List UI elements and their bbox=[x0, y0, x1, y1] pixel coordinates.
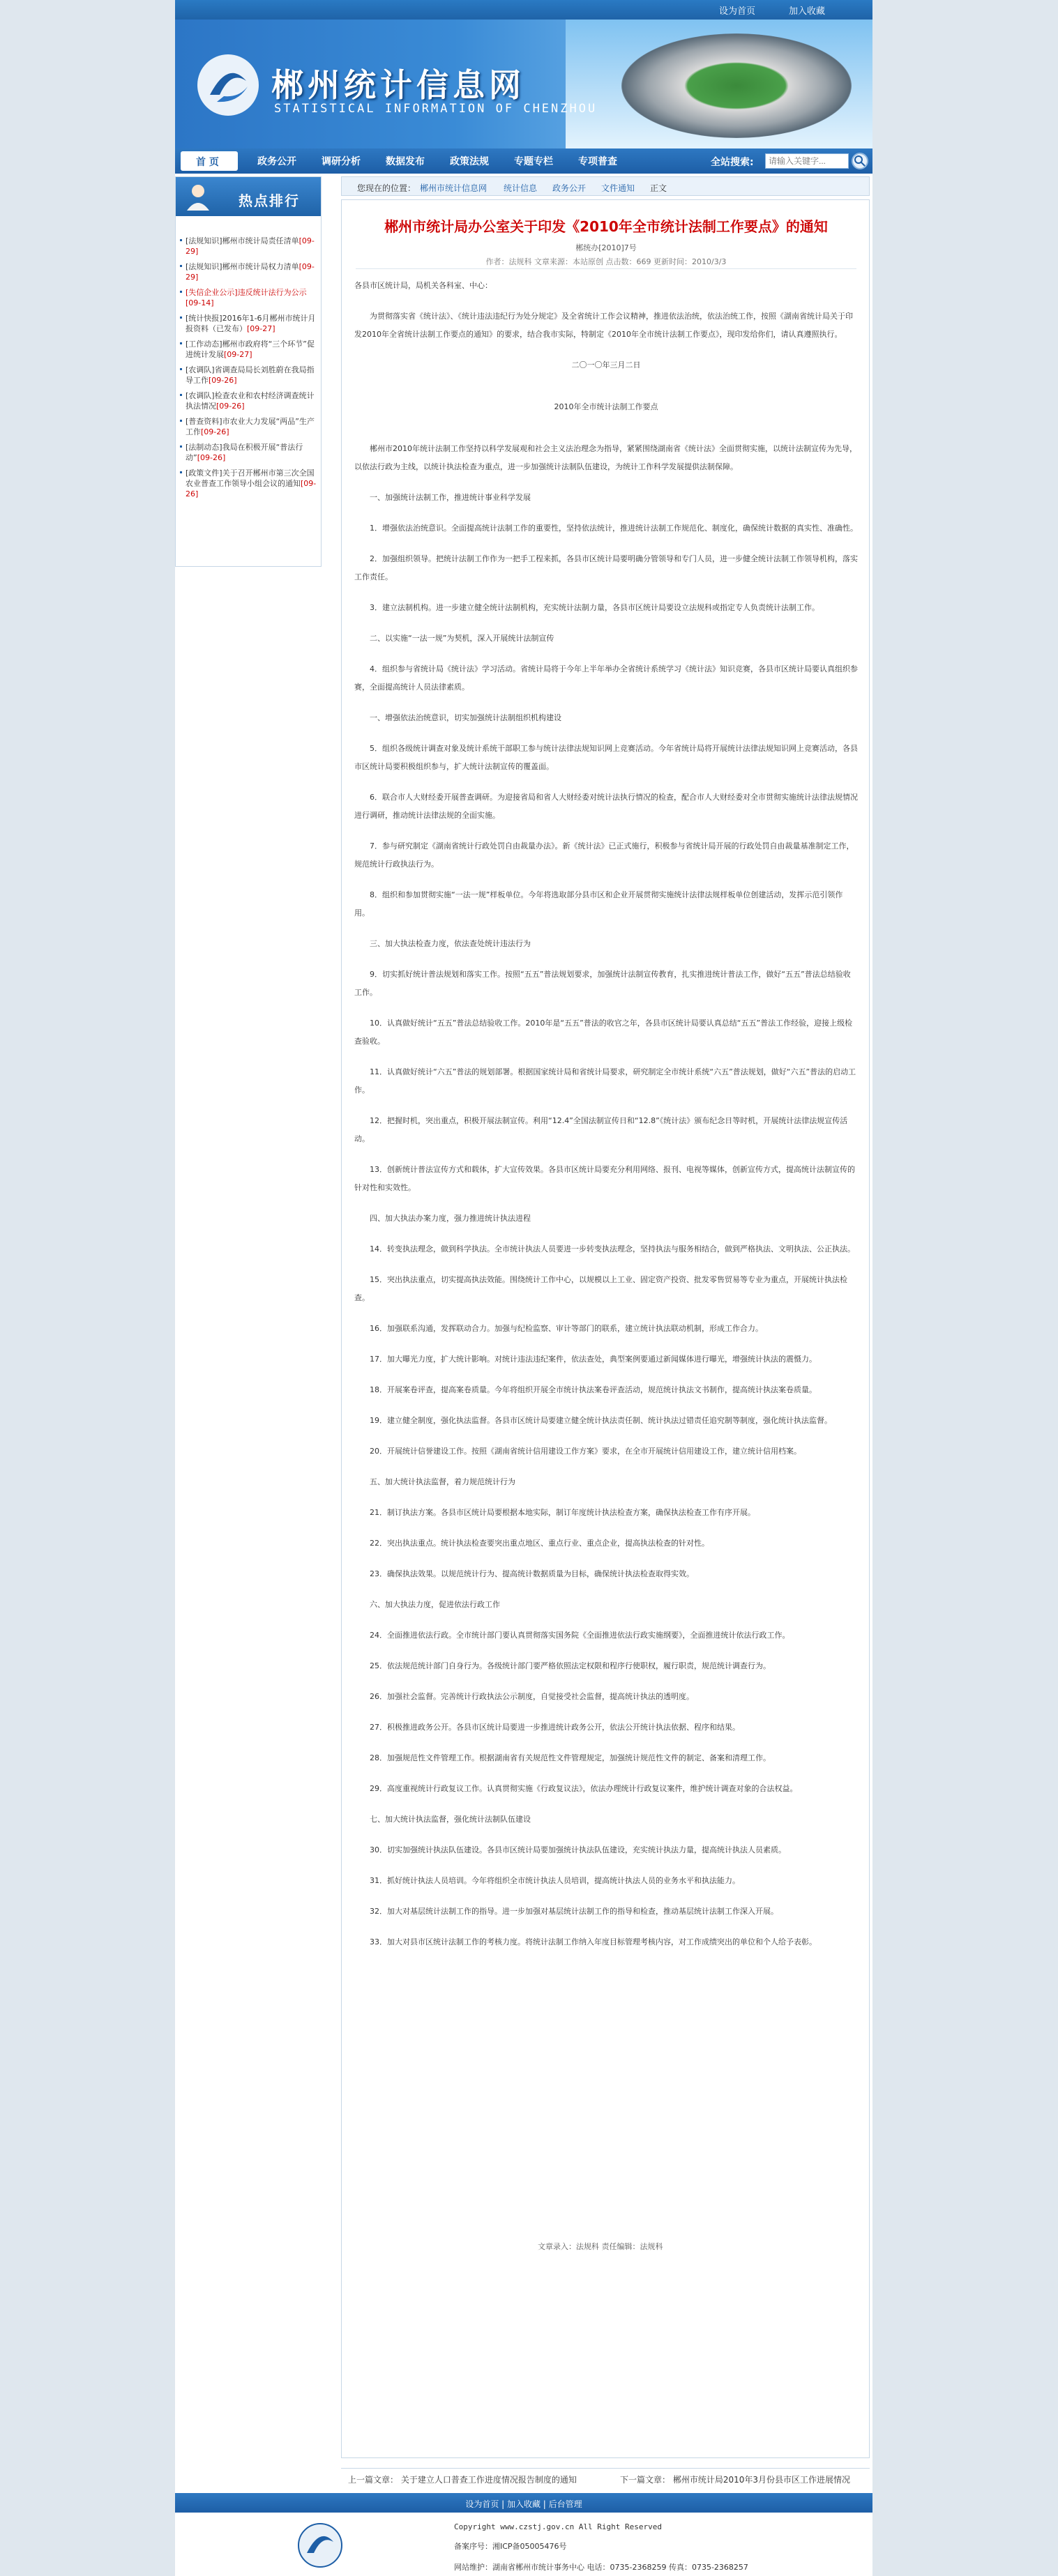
sidebar-hot-item[interactable] bbox=[180, 468, 318, 499]
article-paragraph: 21．制订执法方案。各县市区统计局要根据本地实际，制订年度统计执法检查方案，确保执法检查工作有序开展。 bbox=[370, 1508, 755, 1517]
article-paragraph: 18．开展案卷评查，提高案卷质量。今年将组织开展全市统计执法案卷评查活动，规范统计执法文书制作，提高统计执法案卷质量。 bbox=[370, 1385, 817, 1394]
breadcrumb-item[interactable]: 文件通知 bbox=[601, 183, 635, 193]
hot-item-title[interactable]: [普查资料]市农业大力发展“两品”生产工作 bbox=[186, 417, 315, 436]
sidebar-hot-item[interactable] bbox=[180, 365, 318, 386]
article-paragraph: 8．组织和参加贯彻实施“一法一规”样板单位。今年将选取部分县市区和企业开展贯彻实施统计法律法规样板单位创建活动，发挥示范引领作用。 bbox=[354, 890, 843, 917]
nav-item-research[interactable]: 调研分析 bbox=[322, 156, 361, 167]
article-paragraph: 5．组织各级统计调查对象及统计系统干部职工参与统计法律法规知识网上竞赛活动。今年省统计局将开展统计法律法规知识网上竞赛活动，各县市区统计局要积极组织参与，扩大统计法制宣传的覆盖面。 bbox=[354, 744, 858, 771]
article-paragraph: 17．加大曝光力度，扩大统计影响。对统计违法违纪案件，依法查处，典型案例要通过新闻媒体进行曝光，增强统计执法的震慑力。 bbox=[370, 1355, 817, 1364]
article-title: 郴州市统计局办公室关于印发《2010年全市统计法制工作要点》的通知 bbox=[384, 218, 828, 235]
breadcrumb bbox=[341, 176, 870, 196]
main-nav bbox=[175, 148, 872, 174]
nav-item-policy[interactable]: 政策法规 bbox=[450, 156, 489, 167]
sidebar-hot-item[interactable] bbox=[180, 442, 318, 463]
sidebar-header bbox=[176, 177, 321, 216]
prev-article-link[interactable]: 上一篇文章： 关于建立人口普查工作进度情况报告制度的通知 bbox=[348, 2475, 577, 2485]
footer-links[interactable]: 设为首页 | 加入收藏 | 后台管理 bbox=[465, 2499, 582, 2509]
article-paragraph: 24．全面推进依法行政。全市统计部门要认真贯彻落实国务院《全面推进依法行政实施纲要》，全面推进统计依法行政工作。 bbox=[370, 1631, 790, 1640]
article-paragraph: 各县市区统计局，局机关各科室、中心： bbox=[354, 281, 492, 290]
article-paragraph: 31．抓好统计执法人员培训。今年将组织全市统计执法人员培训，提高统计执法人员的业务水平和执法能力。 bbox=[370, 1876, 740, 1885]
person-icon bbox=[183, 181, 213, 212]
sidebar-title: 热点排行 bbox=[239, 192, 300, 209]
add-favorite-link[interactable]: 加入收藏 bbox=[789, 6, 826, 17]
article-paragraph: 27．积极推进政务公开。各县市区统计局要进一步推进统计政务公开，依法公开统计执法依据、程序和结果。 bbox=[370, 1723, 740, 1732]
sidebar-hot-item[interactable] bbox=[180, 339, 318, 360]
footer-bar bbox=[175, 2493, 872, 2513]
article-paragraph: 10．认真做好统计“五五”普法总结验收工作。2010年是“五五”普法的收官之年，各县市区统计局要认真总结“五五”普法工作经验，迎接上级检查验收。 bbox=[354, 1019, 853, 1046]
article-meta: 作者：法规科 文章来源：本站原创 点击数：669 更新时间：2010/3/3 bbox=[485, 257, 727, 266]
search-label: 全站搜索: bbox=[711, 157, 754, 168]
site-title: 郴州统计信息网 bbox=[271, 66, 525, 104]
article-paragraph: 29．高度重视统计行政复议工作。认真贯彻实施《行政复议法》，依法办理统计行政复议案件，维护统计调查对象的合法权益。 bbox=[370, 1784, 798, 1793]
breadcrumb-item[interactable]: 政务公开 bbox=[552, 183, 587, 193]
article-paragraph: 三、加大执法检查力度，依法查处统计违法行为 bbox=[370, 939, 531, 948]
hot-item-date: [09-26] bbox=[216, 402, 245, 411]
hot-list bbox=[180, 236, 318, 504]
divider bbox=[356, 268, 856, 269]
hot-item-title[interactable]: [工作动态]郴州市政府将“三个环节”促进统计发展 bbox=[186, 340, 315, 359]
article-paragraph: 12．把握时机，突出重点，积极开展法制宣传。利用“12.4”全国法制宣传日和“12.8”《统计法》颁布纪念日等时机，开展统计法律法规宣传活动。 bbox=[354, 1116, 848, 1143]
doc-number: 郴统办[2010]7号 bbox=[575, 243, 637, 252]
article-paragraph: 23．确保执法效果。以规范统计行为、提高统计数据质量为目标，确保统计执法检查取得实效。 bbox=[370, 1569, 694, 1578]
footer-icp: 备案序号：湘ICP备05005476号 bbox=[454, 2542, 567, 2551]
article-paragraph: 13．创新统计普法宣传方式和载体，扩大宣传效果。各县市区统计局要充分利用网络、报刊、电视等媒体，创新宣传方式，提高统计法制宣传的针对性和实效性。 bbox=[354, 1165, 855, 1192]
top-strip bbox=[175, 0, 872, 20]
article-paragraph: 19．建立健全制度，强化执法监督。各县市区统计局要建立健全统计执法责任制、统计执法过错责任追究制等制度，强化统计执法监督。 bbox=[370, 1416, 832, 1425]
hot-item-title[interactable]: [农调队]检查农业和农村经济调查统计执法情况 bbox=[186, 391, 315, 411]
article-body bbox=[354, 277, 858, 1964]
nav-home-label[interactable]: 首 页 bbox=[196, 157, 219, 168]
article-paragraph: 15．突出执法重点，切实提高执法效能。围绕统计工作中心，以规模以上工业、固定资产投资、批发零售贸易等专业为重点，开展统计执法检查。 bbox=[354, 1275, 847, 1302]
stadium-image bbox=[621, 33, 852, 138]
article-paragraph: 四、加大执法办案力度，强力推进统计执法进程 bbox=[370, 1214, 531, 1223]
article-paragraph: 一、增强依法治统意识，切实加强统计法制组织机构建设 bbox=[370, 713, 561, 722]
sidebar-hot-item[interactable] bbox=[180, 390, 318, 411]
article-paragraph: 2．加强组织领导。把统计法制工作作为一把手工程来抓，各县市区统计局要明确分管领导和专门人员，进一步健全统计法制工作领导机构，落实工作责任。 bbox=[354, 554, 858, 581]
search-button[interactable] bbox=[852, 153, 868, 169]
prev-next-bar bbox=[341, 2468, 870, 2487]
article-paragraph: 26．加强社会监督。完善统计行政执法公示制度，自觉接受社会监督，提高统计执法的透明度。 bbox=[370, 1692, 694, 1701]
breadcrumb-prefix: 您现在的位置： bbox=[357, 183, 416, 193]
hot-item-title[interactable]: [失信企业公示]违反统计法行为公示 bbox=[186, 288, 307, 297]
footer-org: 网站维护：湖南省郴州市统计事务中心 电话：0735-2368259 传真：0735-2368257 bbox=[454, 2563, 748, 2572]
hot-item-title[interactable]: [法规知识]郴州市统计局权力清单 bbox=[186, 262, 299, 271]
article-paragraph: 4．组织参与省统计局《统计法》学习活动。省统计局将于今年上半年举办全省统计系统学习《统计法》知识竞赛，各县市区统计局要认真组织参赛，全面提高统计人员法律素质。 bbox=[354, 664, 858, 692]
footer-copyright: Copyright www.czstj.gov.cn All Right Reserved bbox=[454, 2522, 663, 2531]
article-paragraph: 6．联合市人大财经委开展普查调研。为迎接省局和省人大财经委对统计法执行情况的检查，配合市人大财经委对全市贯彻实施统计法律法规情况进行调研，推动统计法律法规的全面实施。 bbox=[354, 793, 858, 820]
article-paragraph: 二、以实施“一法一规”为契机，深入开展统计法制宣传 bbox=[370, 634, 554, 643]
nav-item-topics[interactable]: 专题专栏 bbox=[514, 156, 553, 167]
hot-item-date: [09-14] bbox=[186, 298, 214, 307]
article-paragraph: 2010年全市统计法制工作要点 bbox=[554, 402, 658, 411]
article-paragraph: 20．开展统计信誉建设工作。按照《湖南省统计信用建设工作方案》要求，在全市开展统计信用建设工作，建立统计信用档案。 bbox=[370, 1447, 801, 1456]
article-paragraph: 六、加大执法力度，促进依法行政工作 bbox=[370, 1600, 500, 1609]
hot-item-date: [09-26] bbox=[197, 453, 226, 462]
site-subtitle: STATISTICAL INFORMATION OF CHENZHOU bbox=[274, 102, 598, 116]
article-paragraph: 为贯彻落实省《统计法》、《统计违法违纪行为处分规定》及全省统计工作会议精神，推进依法治统，依法治统工作，按照《湖南省统计局关于印发2010年全省统计法制工作要点的通知》的要求，结合我市实际，特制定《2010年全市统计法制工作要点》，现印发给你们，请认真遵照执行。 bbox=[354, 312, 853, 339]
article-paragraph: 二〇一〇年三月二日 bbox=[571, 360, 641, 369]
sidebar-hot-item[interactable] bbox=[180, 236, 318, 257]
article-paragraph: 25．依法规范统计部门自身行为。各级统计部门要严格依照法定权限和程序行使职权，履行职责，规范统计调查行为。 bbox=[370, 1661, 771, 1670]
article-paragraph: 3．建立法制机构。进一步建立健全统计法制机构，充实统计法制力量，各县市区统计局要设立法规科或指定专人负责统计法制工作。 bbox=[370, 603, 819, 612]
article-paragraph: 一、加强统计法制工作，推进统计事业科学发展 bbox=[370, 493, 531, 502]
article-paragraph: 14．转变执法理念，做到科学执法。全市统计执法人员要进一步转变执法理念，坚持执法与服务相结合，做到严格执法、文明执法、公正执法。 bbox=[370, 1244, 855, 1253]
article-footer-note: 文章录入：法规科 责任编辑：法规科 bbox=[538, 2242, 663, 2251]
article-paragraph: 7．参与研究制定《湖南省统计行政处罚自由裁量办法》。新《统计法》已正式施行，积极参与省统计局开展的行政处罚自由裁量基准制定工作，规范统计行政执法行为。 bbox=[354, 841, 854, 869]
hot-item-date: [09-26] bbox=[201, 427, 229, 436]
sidebar-hot-item[interactable] bbox=[180, 416, 318, 437]
article-paragraph: 11．认真做好统计“六五”普法的规划部署。根据国家统计局和省统计局要求，研究制定全市统计系统“六五”普法规划，做好“六五”普法的启动工作。 bbox=[354, 1067, 856, 1095]
site-logo-icon bbox=[196, 53, 260, 117]
banner bbox=[175, 20, 872, 148]
article-paragraph: 22．突出执法重点。统计执法检查要突出重点地区、重点行业、重点企业，提高执法检查的针对性。 bbox=[370, 1539, 709, 1548]
sidebar-hot-item[interactable] bbox=[180, 313, 318, 334]
article-paragraph: 郴州市2010年统计法制工作坚持以科学发展观和社会主义法治理念为指导，紧紧围绕湖南省《统计法》全面贯彻实施，以统计法制宣传为先导，以依法行政为主线，以统计执法检查为重点，进一步加强统计法制队伍建设，为统计工作科学发展提供法制保障。 bbox=[354, 444, 857, 471]
page bbox=[175, 0, 872, 2576]
hot-item-title[interactable]: [政策文件]关于召开郴州市第三次全国农业普查工作领导小组会议的通知 bbox=[186, 468, 315, 488]
nav-item-data-release[interactable]: 数据发布 bbox=[386, 156, 425, 167]
nav-item-gov-affairs[interactable]: 政务公开 bbox=[257, 156, 296, 167]
sidebar-hot-item[interactable] bbox=[180, 261, 318, 282]
article-paragraph: 32．加大对基层统计法制工作的指导。进一步加强对基层统计法制工作的指导和检查，推动基层统计法制工作深入开展。 bbox=[370, 1907, 778, 1916]
article-paragraph: 33．加大对县市区统计法制工作的考核力度。将统计法制工作纳入年度目标管理考核内容，对工作成绩突出的单位和个人给予表彰。 bbox=[370, 1937, 817, 1946]
hot-item-date: [09-27] bbox=[247, 324, 275, 333]
hot-item-date: [09-29] bbox=[186, 236, 315, 256]
article-paragraph: 30．切实加强统计执法队伍建设。各县市区统计局要加强统计执法队伍建设，充实统计执法力量，提高统计执法人员素质。 bbox=[370, 1845, 786, 1854]
hot-ranking-sidebar bbox=[175, 176, 322, 567]
article-paragraph: 16．加强联系沟通，发挥联动合力。加强与纪检监察、审计等部门的联系，建立统计执法联动机制，形成工作合力。 bbox=[370, 1324, 763, 1333]
hot-item-date: [09-27] bbox=[224, 350, 252, 359]
hot-item-date: [09-26] bbox=[186, 479, 317, 498]
article-content bbox=[341, 199, 870, 2458]
hot-item-title[interactable]: [法制动态]我局在积极开展“普法行动” bbox=[186, 443, 303, 462]
breadcrumb-item[interactable]: 郴州市统计信息网 bbox=[420, 183, 488, 193]
set-home-link[interactable]: 设为首页 bbox=[719, 6, 756, 17]
article-paragraph: 9．切实抓好统计普法规划和落实工作。按照“五五”普法规划要求，加强统计法制宣传教育，扎实推进统计普法工作，做好“五五”普法总结验收工作。 bbox=[354, 970, 851, 997]
sidebar-hot-item[interactable] bbox=[180, 287, 318, 308]
search-input[interactable] bbox=[765, 153, 849, 169]
hot-item-date: [09-26] bbox=[209, 376, 237, 385]
nav-item-census[interactable]: 专项普查 bbox=[578, 156, 617, 167]
hot-item-date: [09-29] bbox=[186, 262, 315, 282]
search-icon bbox=[853, 154, 867, 168]
hot-item-title[interactable]: [统计快报]2016年1-6月郴州市统计月报资料（已发布） bbox=[186, 314, 316, 333]
article-paragraph: 1．增强依法治统意识。全面提高统计法制工作的重要性，坚持依法统计，推进统计法制工作规范化、制度化，确保统计数据的真实性、准确性。 bbox=[370, 524, 858, 533]
article-paragraph: 28．加强规范性文件管理工作。根据湖南省有关规范性文件管理规定，加强统计规范性文件的制定、备案和清理工作。 bbox=[370, 1753, 771, 1762]
article-paragraph: 七、加大统计执法监督，强化统计法制队伍建设 bbox=[370, 1815, 531, 1824]
article-paragraph: 五、加大统计执法监督，着力规范统计行为 bbox=[370, 1477, 515, 1486]
breadcrumb-item[interactable]: 统计信息 bbox=[504, 183, 538, 193]
hot-item-title[interactable]: [农调队]省调查局局长刘胜蔚在我局指导工作 bbox=[186, 365, 315, 385]
breadcrumb-current: 正文 bbox=[650, 183, 667, 193]
hot-item-title[interactable]: [法规知识]郴州市统计局责任清单 bbox=[186, 236, 299, 245]
next-article-link[interactable]: 下一篇文章： 郴州市统计局2010年3月份县市区工作进展情况 bbox=[620, 2475, 850, 2485]
footer-logo-icon bbox=[297, 2522, 343, 2568]
footer bbox=[175, 2513, 872, 2576]
